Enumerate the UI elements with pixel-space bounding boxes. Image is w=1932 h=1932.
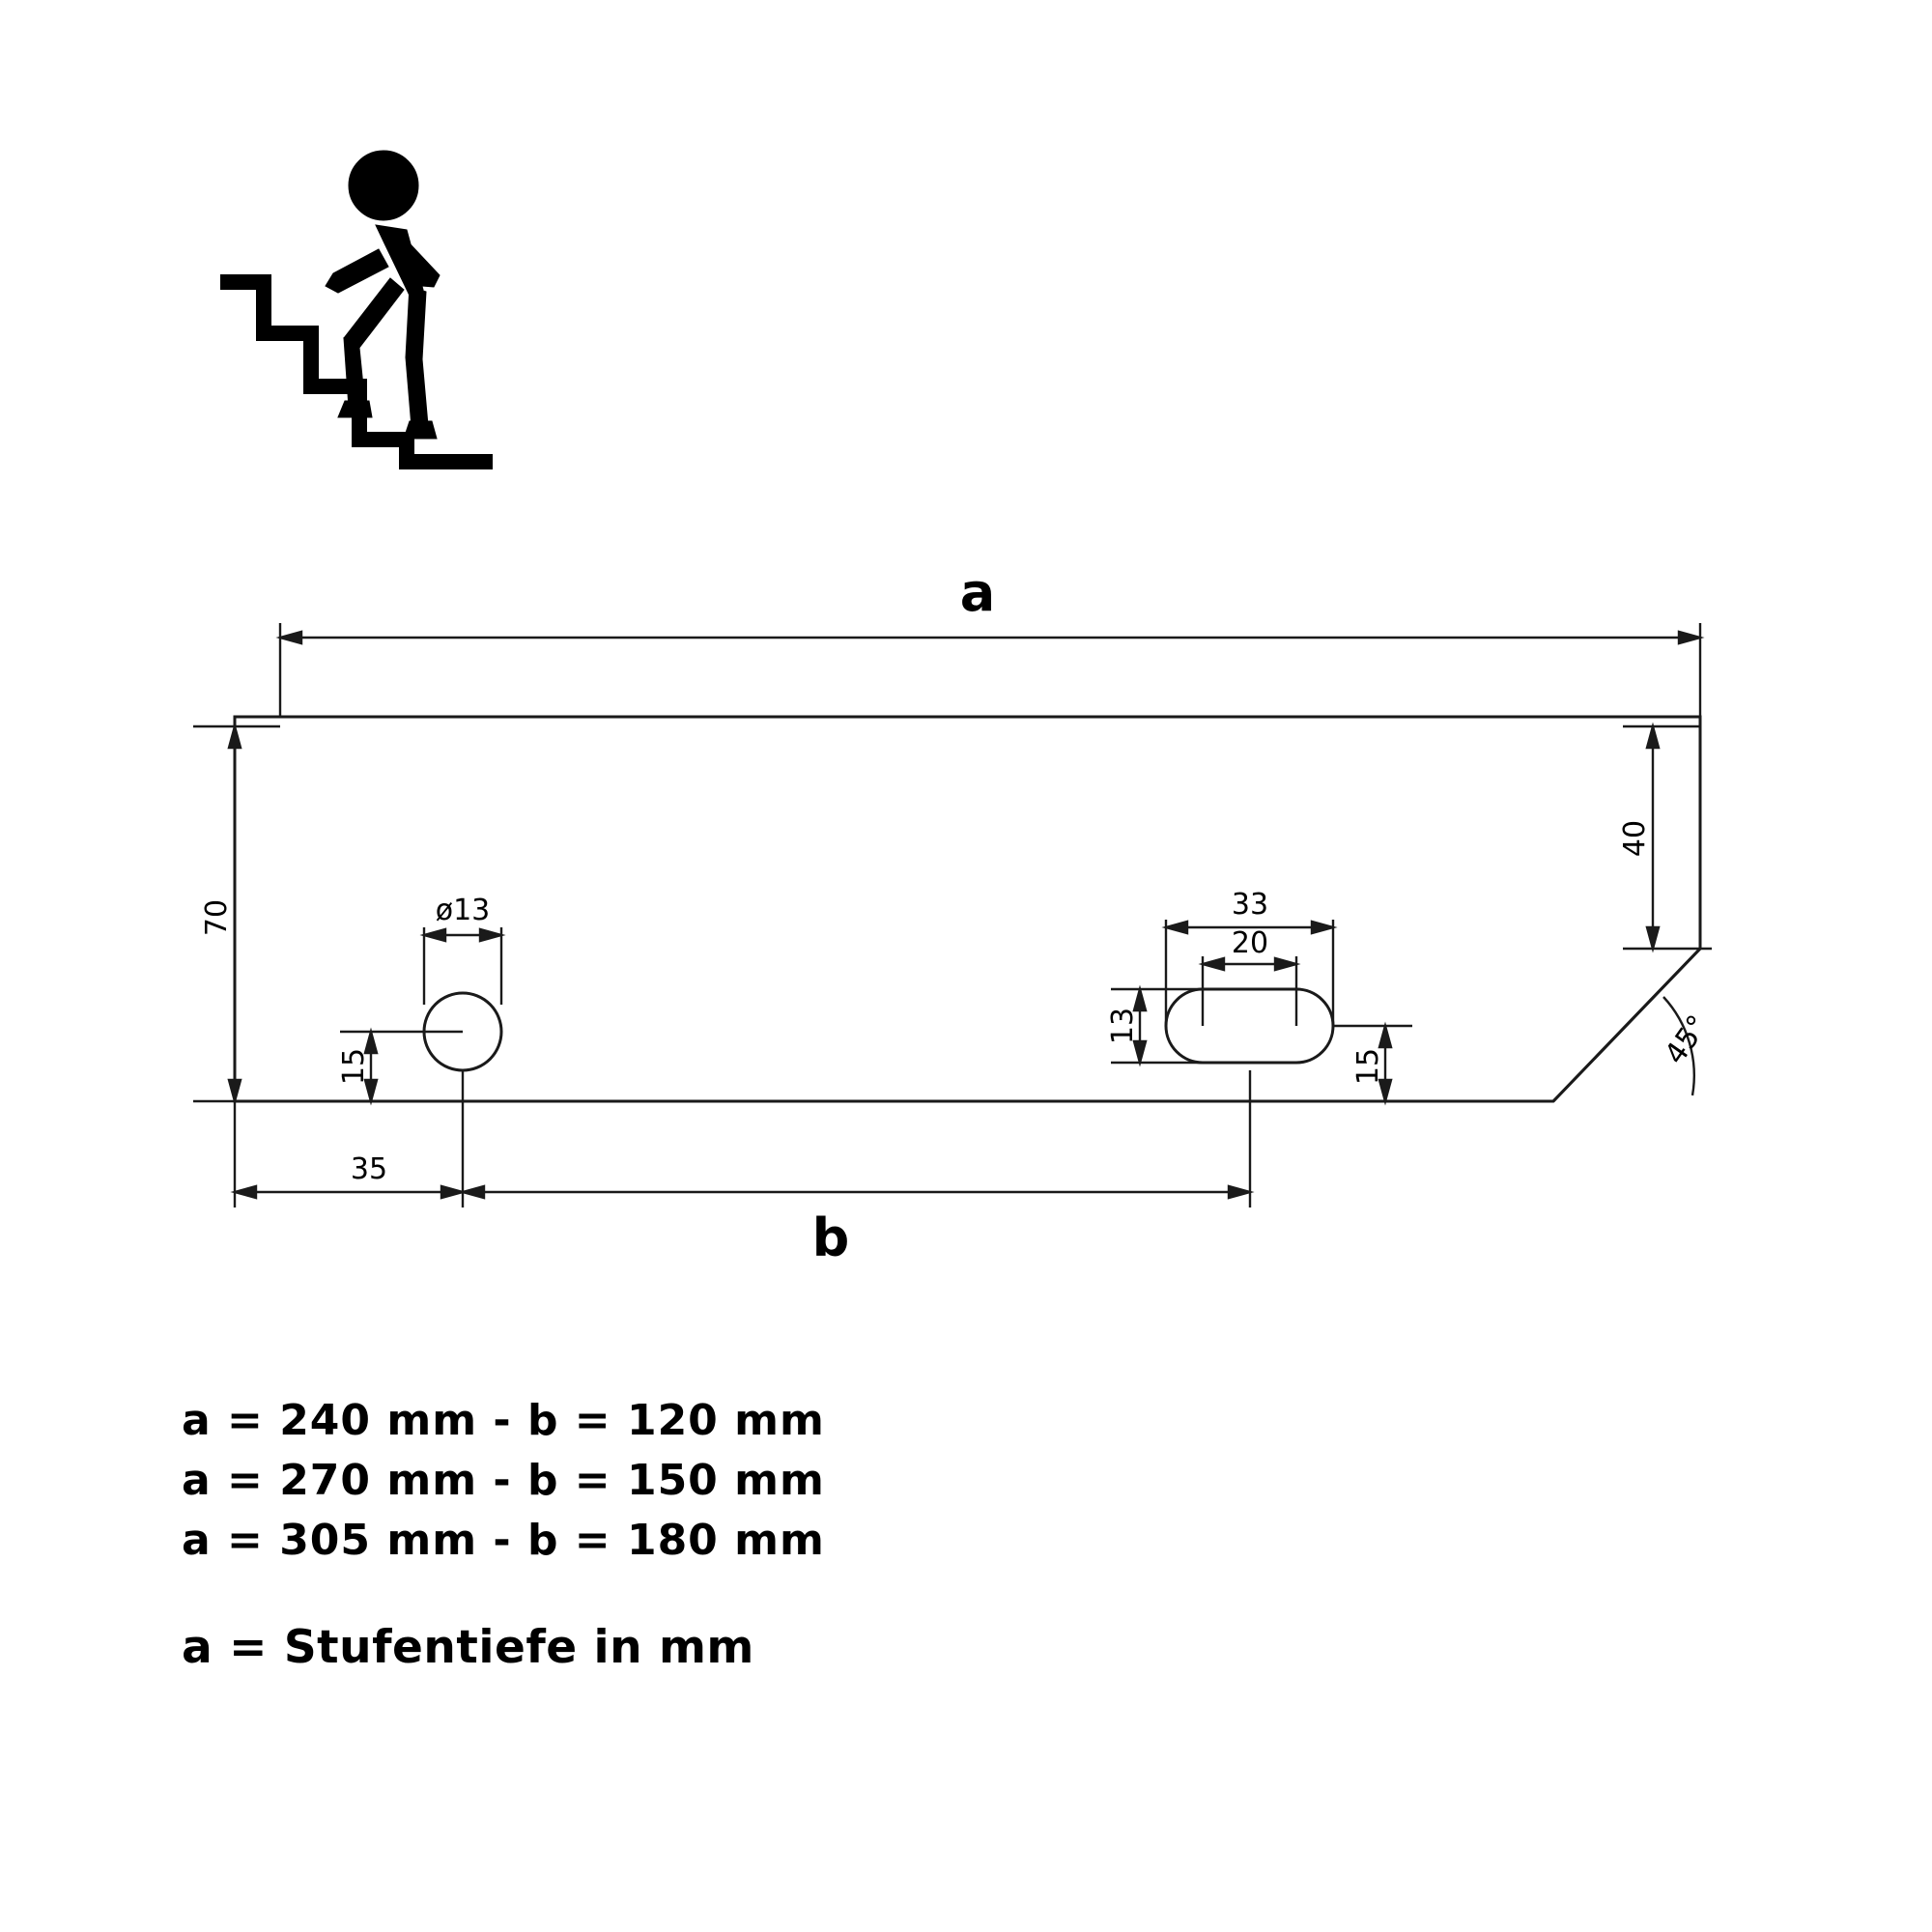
label-a: a — [959, 562, 996, 623]
label-70: 70 — [200, 898, 234, 937]
slot-hole — [1166, 989, 1333, 1063]
label-20: 20 — [1231, 926, 1269, 960]
label-13: 13 — [1106, 1007, 1140, 1045]
dimension-b — [463, 1070, 1250, 1208]
legend-line: a = 305 mm - b = 180 mm — [182, 1516, 825, 1565]
label-15-right: 15 — [1351, 1047, 1385, 1086]
legend-line: a = 270 mm - b = 150 mm — [182, 1456, 825, 1505]
label-35: 35 — [350, 1152, 388, 1186]
label-45-deg: 45° — [1658, 1009, 1716, 1071]
person-climbing-stairs-pictogram — [220, 151, 493, 462]
label-33: 33 — [1231, 888, 1269, 922]
label-15-left: 15 — [337, 1047, 371, 1086]
legend-line: a = 240 mm - b = 120 mm — [182, 1396, 825, 1445]
label-40: 40 — [1618, 819, 1652, 858]
dimension-a — [280, 623, 1700, 717]
legend-block — [182, 1391, 1341, 1674]
label-diameter-13: ø13 — [435, 894, 491, 927]
label-b: b — [811, 1208, 850, 1268]
legend-caption: a = Stufentiefe in mm — [182, 1621, 754, 1674]
dimension-35 — [235, 1070, 463, 1208]
dimension-20 — [1203, 956, 1296, 1026]
